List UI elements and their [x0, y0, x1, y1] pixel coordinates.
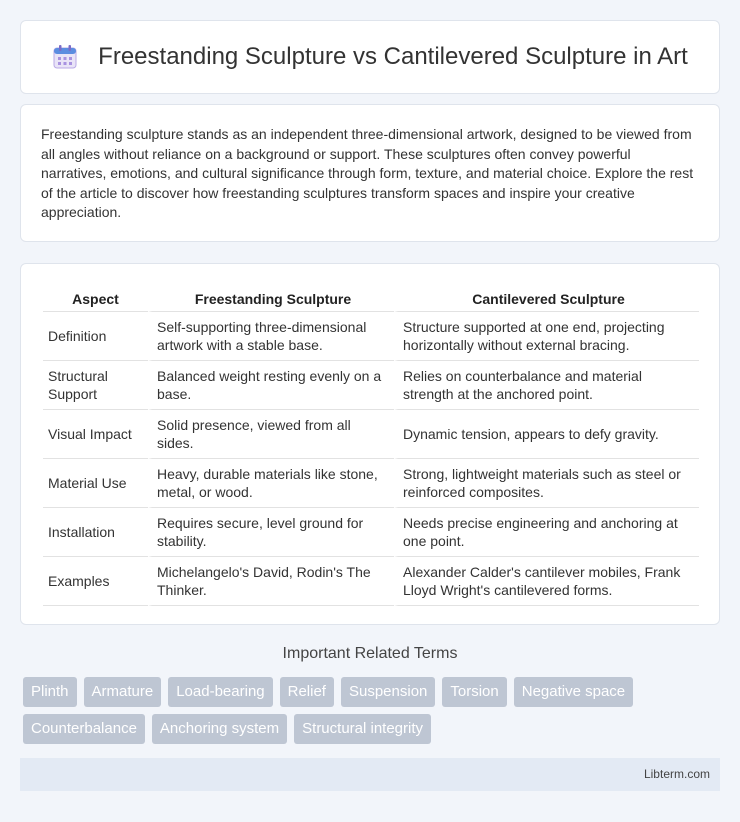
- table-cell-freestanding: Balanced weight resting evenly on a base.: [148, 361, 394, 410]
- term-tag[interactable]: Armature: [84, 677, 162, 707]
- term-tag[interactable]: Torsion: [442, 677, 506, 707]
- table-cell-freestanding: Michelangelo's David, Rodin's The Thinker.: [148, 557, 394, 606]
- table-cell-aspect: Examples: [43, 557, 148, 606]
- title-card: [20, 20, 720, 94]
- table-cell-aspect: Structural Support: [43, 361, 148, 410]
- table-row: [43, 312, 699, 361]
- term-tag[interactable]: Load-bearing: [168, 677, 272, 707]
- table-row: [43, 557, 699, 606]
- footer: [20, 758, 720, 791]
- term-tag[interactable]: Anchoring system: [152, 714, 287, 744]
- table-cell-cantilevered: Alexander Calder's cantilever mobiles, Frank Lloyd Wright's cantilevered forms.: [394, 557, 699, 606]
- comparison-card: [20, 263, 720, 625]
- comparison-table: [43, 284, 699, 606]
- table-cell-cantilevered: Structure supported at one end, projecting horizontally without external bracing.: [394, 312, 699, 361]
- table-cell-aspect: Material Use: [43, 459, 148, 508]
- intro-paragraph: Freestanding sculpture stands as an independent three-dimensional artwork, designed to be viewed from all angles without reliance on a background or support. These sculptures often convey powerful narratives, emotions, and cultural significance through form, texture, and material choice. Explore the rest of the article to discover how freestanding sculptures transform spaces and inspire your creative appreciation.: [41, 126, 694, 221]
- footer-site-link[interactable]: Libterm.com: [643, 767, 710, 781]
- page-title: Freestanding Sculpture vs Cantilevered Sculpture in Art: [98, 43, 688, 70]
- related-terms-list: [23, 677, 713, 751]
- table-row: [43, 361, 699, 410]
- term-tag[interactable]: Counterbalance: [23, 714, 145, 744]
- term-tag[interactable]: Suspension: [341, 677, 435, 707]
- table-row: [43, 508, 699, 557]
- table-cell-cantilevered: Dynamic tension, appears to defy gravity.: [394, 410, 699, 459]
- table-cell-cantilevered: Relies on counterbalance and material strength at the anchored point.: [394, 361, 699, 410]
- column-header-aspect: Aspect: [43, 284, 148, 312]
- term-tag[interactable]: Plinth: [23, 677, 77, 707]
- related-terms-heading: Important Related Terms: [282, 645, 458, 662]
- table-cell-freestanding: Solid presence, viewed from all sides.: [148, 410, 394, 459]
- table-cell-freestanding: Requires secure, level ground for stability.: [148, 508, 394, 557]
- term-tag[interactable]: Negative space: [514, 677, 633, 707]
- term-tag[interactable]: Structural integrity: [294, 714, 431, 744]
- term-tag[interactable]: Relief: [280, 677, 334, 707]
- calendar-icon: [52, 44, 78, 70]
- table-row: [43, 459, 699, 508]
- table-row: [43, 410, 699, 459]
- column-header-cantilevered: Cantilevered Sculpture: [394, 284, 699, 312]
- table-cell-freestanding: Self-supporting three-dimensional artwork with a stable base.: [148, 312, 394, 361]
- table-cell-aspect: Definition: [43, 312, 148, 361]
- column-header-freestanding: Freestanding Sculpture: [148, 284, 394, 312]
- table-cell-aspect: Installation: [43, 508, 148, 557]
- table-cell-cantilevered: Strong, lightweight materials such as steel or reinforced composites.: [394, 459, 699, 508]
- table-header-row: [43, 284, 699, 312]
- table-cell-cantilevered: Needs precise engineering and anchoring at one point.: [394, 508, 699, 557]
- intro-card: [20, 104, 720, 242]
- table-cell-freestanding: Heavy, durable materials like stone, metal, or wood.: [148, 459, 394, 508]
- table-cell-aspect: Visual Impact: [43, 410, 148, 459]
